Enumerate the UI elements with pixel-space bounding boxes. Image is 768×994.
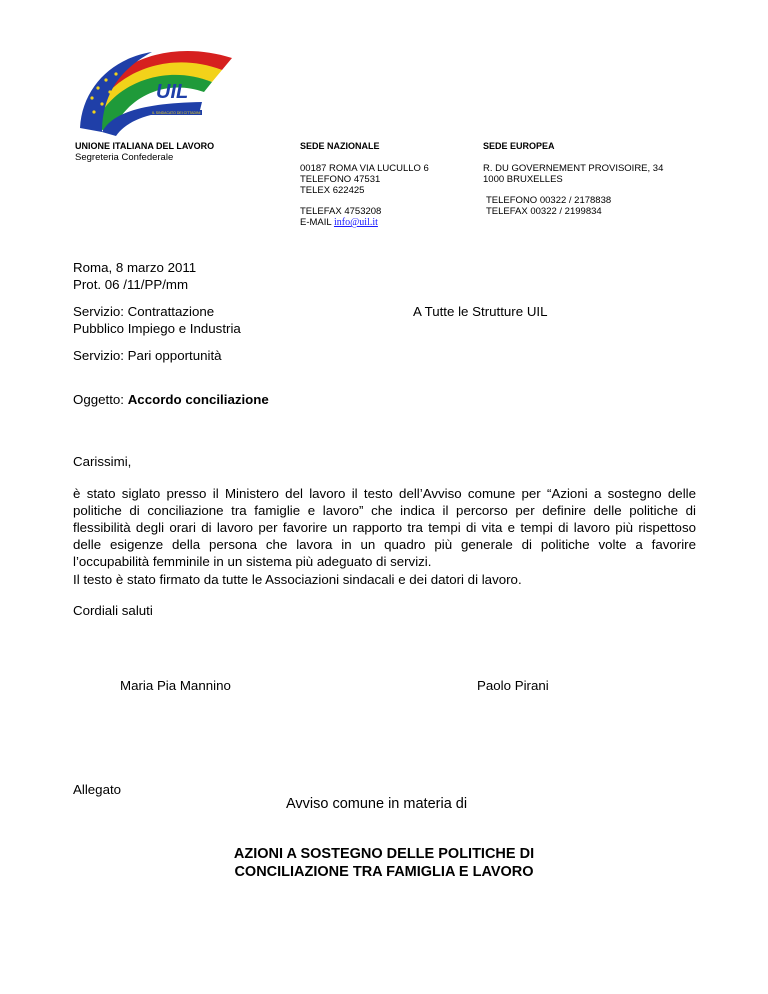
body-paragraph-2: Il testo è stato firmato da tutte le Associazioni sindacali e dei datori di lavoro. [73,572,522,587]
european-seat-details [483,163,663,185]
subject-label: Oggetto: [73,392,128,407]
svg-text:UIL: UIL [156,81,189,103]
body-paragraph-1: è stato siglato presso il Ministero del lavoro il testo dell’Avviso comune per “Azioni a sostegno delle politiche di conciliazione tra famiglie e lavoro” che indica il percorso per definire delle politiche di flessibilità degli orari di lavoro per favorire un rapporto tra tempi di vita e tempi di lavoro più rispettoso delle esigenze della persona che lavora in un quadro più generale di politiche volte a favorire l’occupabilità femminile in un sistema più adeguato di servizi. [73,486,696,569]
svg-text:IL SINDACATO DEI CITTADINI: IL SINDACATO DEI CITTADINI [152,111,201,115]
greeting: Carissimi, [73,454,132,469]
signatory-1: Maria Pia Mannino [120,678,231,693]
service-contracting-line1: Servizio: Contrattazione [73,304,215,319]
org-subtitle: Segreteria Confederale [75,152,174,163]
national-email-row [300,217,378,228]
notice-title-line1: AZIONI A SOSTEGNO DELLE POLITICHE DI [233,846,535,862]
national-phone: TELEFONO 47531 [300,174,381,185]
notice-title-line2: CONCILIAZIONE TRA FAMIGLIA E LAVORO [234,864,534,880]
european-seat-title: SEDE EUROPEA [483,141,555,151]
national-address: 00187 ROMA VIA LUCULLO 6 [300,163,429,174]
service-contracting-line2: Pubblico Impiego e Industria [73,321,241,336]
org-title: UNIONE ITALIANA DEL LAVORO [75,141,215,151]
subject-line [73,391,269,408]
email-label: E-MAIL [300,217,332,228]
email-link[interactable]: info@uil.it [333,217,378,228]
national-fax: TELEFAX 4753208 [300,206,382,217]
service-equal-opportunities: Servizio: Pari opportunità [73,348,222,363]
national-seat-details [300,163,429,196]
european-fax: TELEFAX 00322 / 2199834 [486,206,602,217]
service-contracting [73,303,241,337]
letter-protocol: Prot. 06 /11/PP/mm [73,277,189,292]
notice-title [0,845,768,881]
signatory-2: Paolo Pirani [477,678,549,693]
uil-logo [72,28,252,140]
recipient: A Tutte le Strutture UIL [413,304,548,319]
notice-intro: Avviso comune in materia di [286,796,468,812]
european-address: R. DU GOVERNEMENT PROVISOIRE, 34 [483,163,664,174]
european-contacts [486,195,611,217]
attachment-label: Allegato [73,782,122,797]
european-city: 1000 BRUXELLES [483,174,563,185]
closing: Cordiali saluti [73,603,153,618]
national-telex: TELEX 622425 [300,185,365,196]
letter-date: Roma, 8 marzo 2011 [73,260,197,275]
european-phone: TELEFONO 00322 / 2178838 [486,195,612,206]
subject-text: Accordo conciliazione [127,392,269,407]
national-seat-title: SEDE NAZIONALE [300,141,380,151]
